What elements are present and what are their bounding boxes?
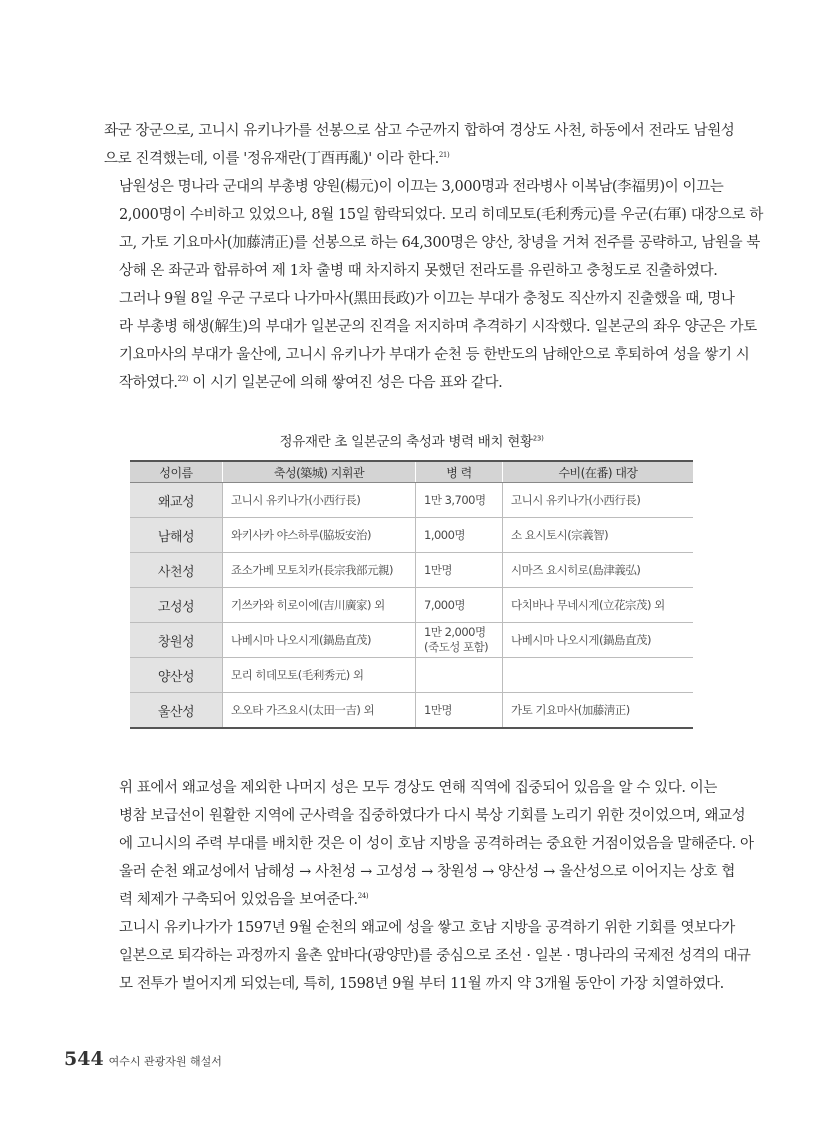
fortress-table — [130, 460, 693, 729]
cell-builder-text: 죠소가베 모토치카(長宗我部元親) — [231, 563, 393, 577]
text-line: 고니시 유키나가가 1597년 9월 순천의 왜교에 성을 쌓고 호남 지방을 공격하기 위한 기회를 엿보다가 — [119, 920, 735, 936]
cell-troops — [416, 518, 503, 553]
page-footer — [64, 1048, 222, 1070]
cell-defender — [503, 588, 694, 623]
cell-fortress-name — [130, 693, 223, 729]
table-header-row — [130, 461, 693, 483]
cell-defender-text: 나베시마 나오시게(鍋島直茂) — [511, 633, 651, 647]
cell-troops-text: 1만 3,700명 — [424, 493, 486, 507]
cell-builder-text: 모리 히데모토(毛利秀元) 외 — [231, 668, 364, 682]
cell-defender-text: 소 요시토시(宗義智) — [511, 528, 609, 542]
cell-troops — [416, 553, 503, 588]
cell-troops — [416, 588, 503, 623]
text-line — [104, 257, 724, 285]
cell-builder — [223, 658, 416, 693]
text-line: 좌군 장군으로, 고니시 유키나가를 선봉으로 삼고 수군까지 합하여 경상도 사천, 하동에서 전라도 남원성 — [104, 123, 735, 139]
text-line-content: 으로 진격했는데, 이를 '정유재란(丁酉再亂)' 이라 한다. — [104, 151, 439, 167]
cell-defender — [503, 693, 694, 729]
header-defender: 수비(在番) 대장 — [503, 461, 694, 483]
header-troops: 병 력 — [416, 461, 503, 483]
table-body — [130, 483, 693, 729]
cell-defender-text: 시마즈 요시히로(島津義弘) — [511, 563, 641, 577]
cell-builder — [223, 483, 416, 518]
paragraph — [104, 285, 757, 397]
text-line: 2,000명이 수비하고 있었으나, 8월 15일 함락되었다. 모리 히데모토(毛利秀元)를 우군(右軍) 대장으로 하 — [119, 207, 763, 223]
paragraph — [104, 117, 735, 173]
cell-troops — [416, 658, 503, 693]
footnote-marker: 21) — [438, 151, 450, 160]
cell-builder — [223, 693, 416, 729]
cell-troops-text: 1,000명 — [424, 528, 466, 542]
table-row — [130, 588, 693, 623]
table-row — [130, 693, 693, 729]
text-line: 고, 가토 기요마사(加藤淸正)를 선봉으로 하는 64,300명은 양산, 창녕을 거쳐 전주를 공략하고, 남원을 북 — [119, 235, 761, 251]
text-line — [104, 369, 724, 397]
bottom-text-block — [104, 774, 754, 998]
cell-fortress-name-text: 왜교성 — [157, 494, 195, 510]
paragraph — [104, 914, 751, 998]
table-row — [130, 658, 693, 693]
cell-troops — [416, 623, 503, 658]
text-line-content: 작하였다. — [119, 375, 178, 391]
text-line — [104, 970, 724, 998]
cell-builder-text: 기쓰카와 히로이에(吉川廣家) 외 — [231, 598, 385, 612]
cell-fortress-name-text: 울산성 — [157, 704, 195, 720]
cell-defender — [503, 553, 694, 588]
text-line-tail: 이 시기 일본군에 의해 쌓여진 성은 다음 표와 같다. — [188, 375, 503, 391]
page-number: 544 — [64, 1048, 104, 1070]
cell-defender — [503, 483, 694, 518]
cell-fortress-name — [130, 658, 223, 693]
cell-builder-text: 오오타 가즈요시(太田一吉) 외 — [231, 703, 375, 717]
table-row — [130, 553, 693, 588]
table-row — [130, 518, 693, 553]
cell-defender — [503, 658, 694, 693]
table-title-footnote: 23) — [532, 434, 544, 443]
cell-fortress-name — [130, 553, 223, 588]
cell-builder-text: 나베시마 나오시게(鍋島直茂) — [231, 633, 371, 647]
table-row — [130, 483, 693, 518]
cell-fortress-name — [130, 623, 223, 658]
text-line: 그러나 9월 8일 우군 구로다 나가마사(黑田長政)가 이끄는 부대가 충청도 직산까지 진출했을 때, 명나 — [119, 291, 735, 307]
text-line-content: 모 전투가 벌어지게 되었는데, 특히, 1598년 9월 부터 11월 까지 약 3개월 동안이 가장 치열하였다. — [119, 976, 724, 992]
text-line-content: 력 체제가 구축되어 있었음을 보여준다. — [119, 892, 358, 908]
text-line: 남원성은 명나라 군대의 부총병 양원(楊元)이 이끄는 3,000명과 전라병사 이복남(李福男)이 이끄는 — [119, 179, 724, 195]
footnote-marker: 22) — [177, 375, 189, 384]
cell-defender — [503, 623, 694, 658]
cell-fortress-name-text: 고성성 — [157, 599, 195, 615]
table-title-text: 정유재란 초 일본군의 축성과 병력 배치 현황 — [279, 434, 533, 450]
cell-defender-text: 가토 기요마사(加藤淸正) — [511, 703, 630, 717]
text-line: 병참 보급선이 원활한 지역에 군사력을 집중하였다가 다시 북상 기회를 노리기 위한 것이었으며, 왜교성 — [119, 808, 746, 824]
text-line: 일본으로 퇴각하는 과정까지 율촌 앞바다(광양만)를 중심으로 조선 · 일본 · 명나라의 국제전 성격의 대규 — [119, 948, 751, 964]
cell-fortress-name-text: 양산성 — [157, 669, 195, 685]
cell-builder — [223, 518, 416, 553]
text-line: 에 고니시의 주력 부대를 배치한 것은 이 성이 호남 지방을 공격하려는 중요한 거점이었음을 말해준다. 아 — [119, 836, 754, 852]
text-line: 기요마사의 부대가 울산에, 고니시 유키나가 부대가 순천 등 한반도의 남해안으로 후퇴하여 성을 쌓기 시 — [119, 347, 750, 363]
cell-builder — [223, 588, 416, 623]
cell-troops — [416, 693, 503, 729]
cell-builder — [223, 553, 416, 588]
text-line — [104, 145, 724, 173]
paragraph — [104, 774, 754, 914]
cell-fortress-name-text: 사천성 — [157, 564, 195, 580]
text-line — [104, 886, 724, 914]
cell-builder — [223, 623, 416, 658]
cell-fortress-name — [130, 588, 223, 623]
cell-defender — [503, 518, 694, 553]
paragraph — [104, 173, 763, 285]
cell-defender-text: 다치바나 무네시게(立花宗茂) 외 — [511, 598, 665, 612]
top-text-block — [104, 117, 763, 397]
cell-fortress-name — [130, 518, 223, 553]
footnote-marker: 24) — [357, 892, 369, 901]
table-title — [0, 430, 823, 450]
cell-troops-text: 7,000명 — [424, 598, 466, 612]
table-row — [130, 623, 693, 658]
header-builder: 축성(築城) 지휘관 — [223, 461, 416, 483]
text-line: 울러 순천 왜교성에서 남해성 → 사천성 → 고성성 → 창원성 → 양산성 → 울산성으로 이어지는 상호 협 — [119, 864, 735, 880]
publication-title: 여수시 관광자원 해설서 — [108, 1055, 222, 1068]
text-line-content: 상해 온 좌군과 합류하여 제 1차 출병 때 차지하지 못했던 전라도를 유린하고 충청도로 진출하였다. — [119, 263, 718, 279]
cell-troops-text: 1만 2,000명 — [424, 625, 486, 639]
cell-troops — [416, 483, 503, 518]
cell-troops-text: 1만명 — [424, 703, 453, 717]
cell-builder-text: 와키사카 야스하루(脇坂安治) — [231, 528, 371, 542]
text-line: 라 부총병 해생(解生)의 부대가 일본군의 진격을 저지하며 추격하기 시작했다. 일본군의 좌우 양군은 가토 — [119, 319, 757, 335]
cell-fortress-name — [130, 483, 223, 518]
cell-fortress-name-text: 남해성 — [157, 529, 195, 545]
text-line: 위 표에서 왜교성을 제외한 나머지 성은 모두 경상도 연해 직역에 집중되어 있음을 알 수 있다. 이는 — [119, 780, 718, 796]
cell-fortress-name-text: 창원성 — [157, 634, 195, 650]
header-fortress-name: 성이름 — [130, 461, 223, 483]
cell-troops-note: (죽도성 포함) — [424, 640, 489, 654]
cell-defender-text: 고니시 유키나가(小西行長) — [511, 493, 641, 507]
cell-troops-text: 1만명 — [424, 563, 453, 577]
cell-builder-text: 고니시 유키나가(小西行長) — [231, 493, 361, 507]
